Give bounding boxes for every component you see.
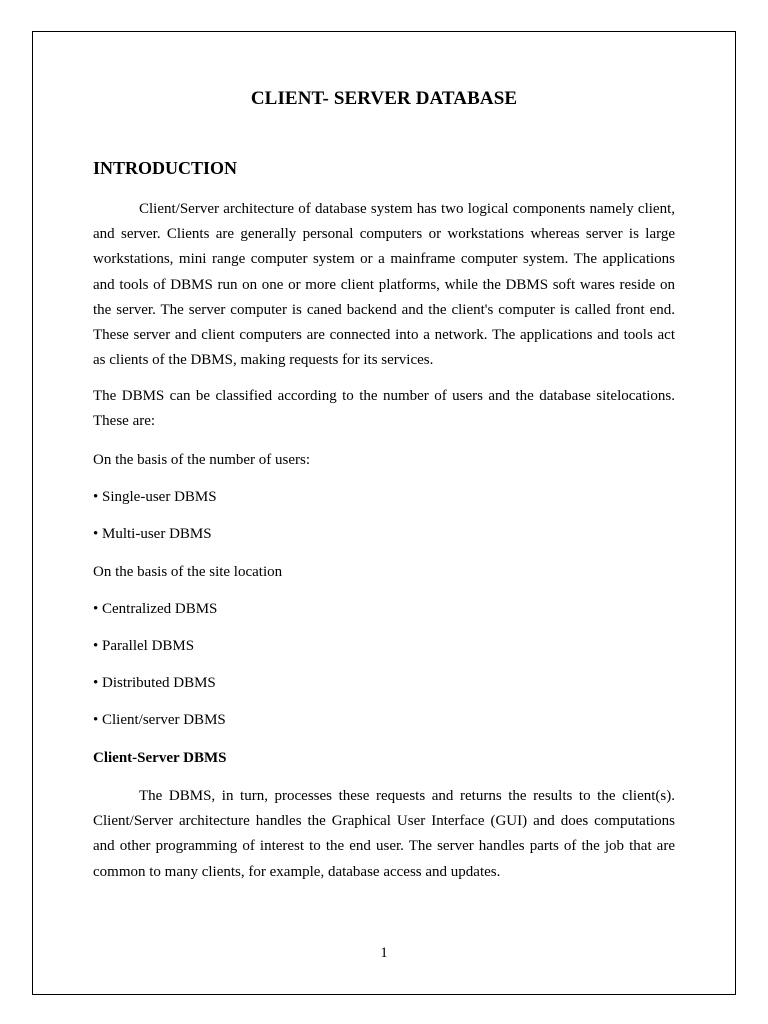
document-title: CLIENT- SERVER DATABASE xyxy=(250,88,518,109)
site-basis-label: On the basis of the site location xyxy=(93,564,283,580)
section-heading-introduction: INTRODUCTION xyxy=(93,158,238,178)
list-item-multi-user: • Multi-user DBMS xyxy=(93,526,212,542)
users-basis-label: On the basis of the number of users: xyxy=(93,452,311,468)
list-item-distributed: • Distributed DBMS xyxy=(93,675,216,691)
client-server-paragraph: The DBMS, in turn, processes these requests and returns the results to the client(s). Client/Server architecture handles the Graphical User Interface (GUI) and does computations and other programming of interest to the end user. The server handles parts of the job that are common to many clients, for example, database access and updates. xyxy=(93,788,675,880)
classification-paragraph: The DBMS can be classified according to the number of users and the database sitelocations. These are: xyxy=(93,388,675,430)
intro-paragraph: Client/Server architecture of database system has two logical components namely client, and server. Clients are generally personal computers or workstations whereas server is large workstations, mini range computer system or a mainframe computer system. The applications and tools of DBMS run on one or more client platforms, while the DBMS soft wares reside on the server. The server computer is caned backend and the client's computer is called front end. These server and client computers are connected into a network. The applications and tools act as clients of the DBMS, making requests for its services. xyxy=(93,201,675,369)
list-item-single-user: • Single-user DBMS xyxy=(93,489,217,505)
page-number: 1 xyxy=(380,945,388,961)
list-item-parallel: • Parallel DBMS xyxy=(93,638,195,654)
subheading-client-server-dbms: Client-Server DBMS xyxy=(93,750,227,766)
list-item-centralized: • Centralized DBMS xyxy=(93,601,218,617)
list-item-client-server: • Client/server DBMS xyxy=(93,712,226,728)
